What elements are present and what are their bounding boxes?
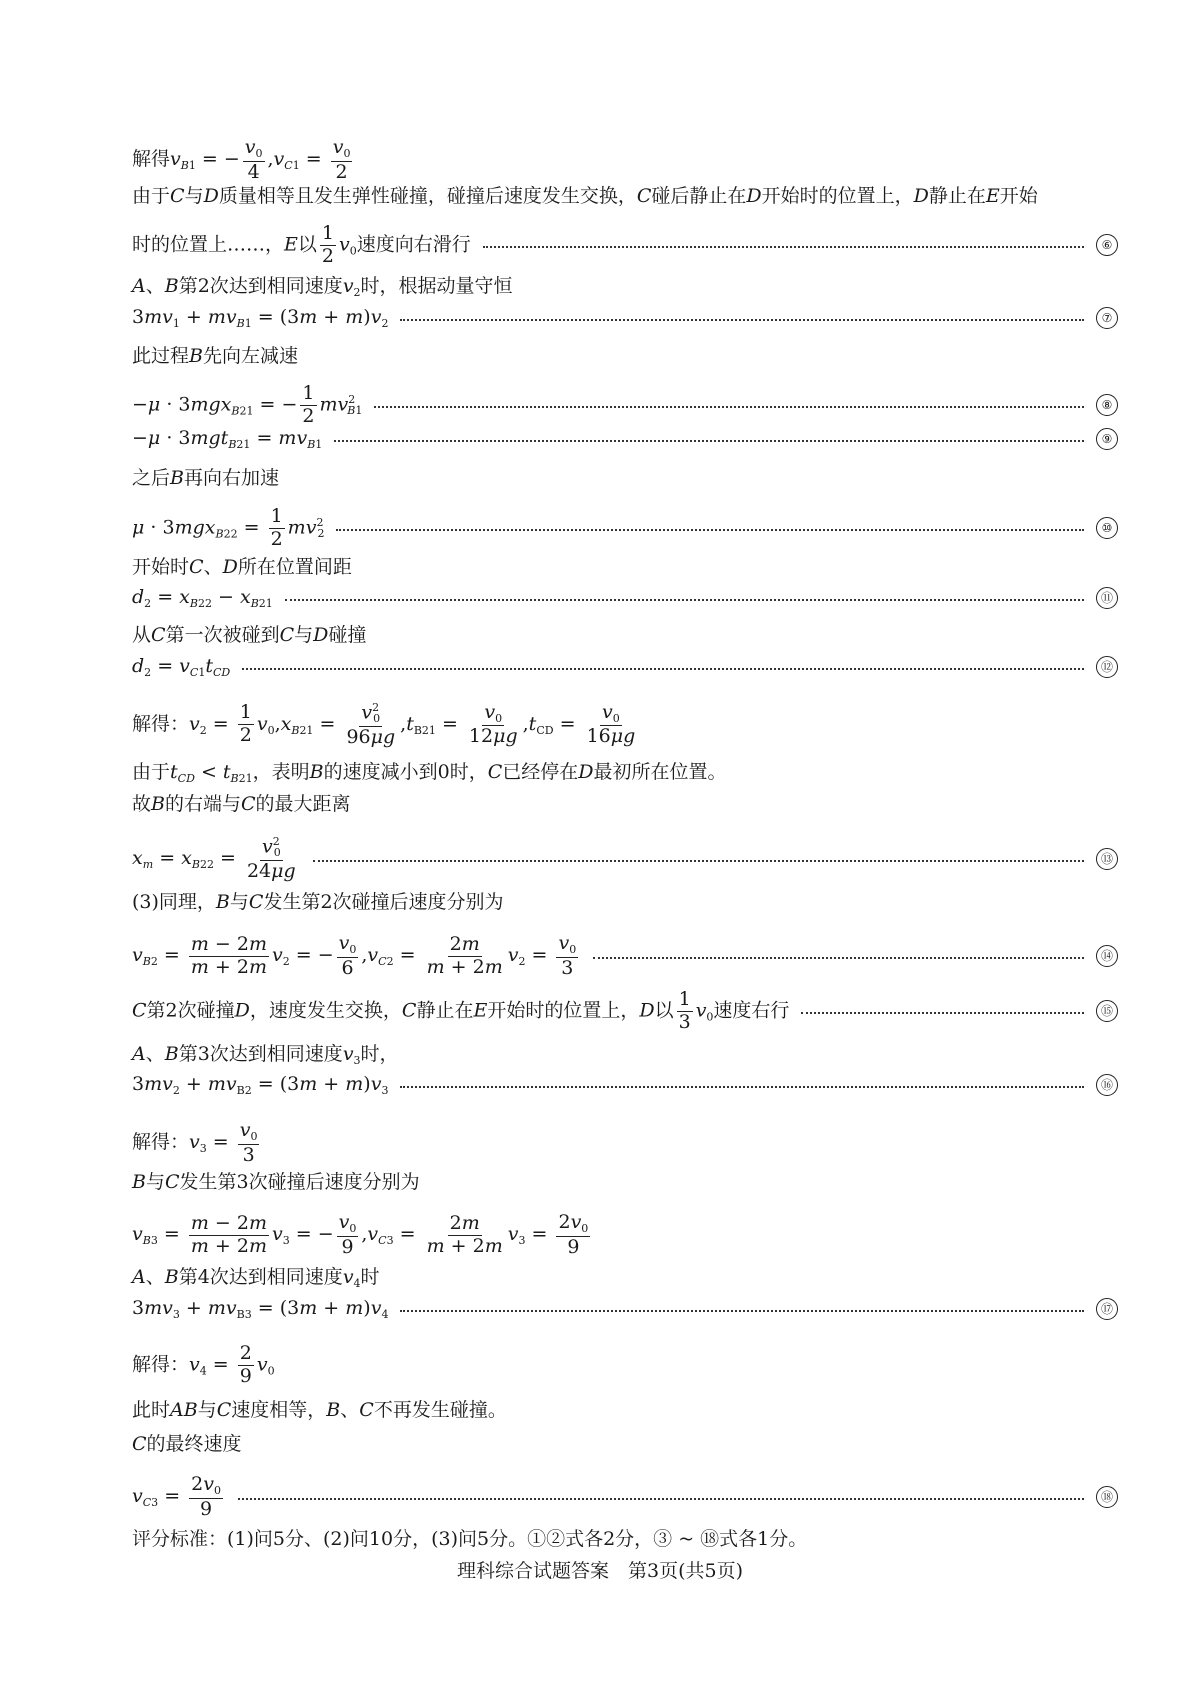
line-content: 时的位置上……，E以 $\frac{1}{2}$ $v_0$速度向右滑行 bbox=[132, 222, 471, 267]
equation-line bbox=[132, 934, 1118, 978]
line-content: $d_2 = v_{C1}t_{CD}$ bbox=[132, 655, 231, 679]
line-content: 从C第一次被碰到C与D碰撞 bbox=[132, 624, 367, 646]
line-content: $3mv_3 + mv_{B3} = (3m + m)v_4$ bbox=[132, 1297, 389, 1321]
equation-number: ⑩ bbox=[1096, 517, 1118, 539]
text-line bbox=[132, 702, 1118, 748]
equation-line bbox=[132, 1297, 1118, 1321]
text-line bbox=[132, 1039, 1118, 1067]
equation-line bbox=[132, 1475, 1118, 1519]
equation-number: ⑬ bbox=[1096, 848, 1118, 870]
line-content: 解得：$v_3$ = $\frac{v_0}{3}$ bbox=[132, 1119, 258, 1166]
dot-leader bbox=[593, 957, 1084, 959]
equation-number: ⑦ bbox=[1096, 307, 1118, 329]
equation-line bbox=[132, 384, 1118, 427]
text-line bbox=[132, 1167, 1118, 1194]
line-content: A、B第2次达到相同速度$v_2$时，根据动量守恒 bbox=[132, 275, 513, 299]
dot-leader bbox=[400, 1086, 1084, 1088]
equation-number: ⑪ bbox=[1096, 587, 1118, 609]
line-content: $v_{B2}$ = $\frac{m - 2m}{m + 2m}$ $v_2$ = − $\frac{v_0}{6}$ $,v_{C2}$ = $\frac{2m}{m + 2m}$ $v_2$ = $\frac{v_0}{3}$ bbox=[132, 932, 577, 979]
text-line bbox=[132, 138, 1118, 182]
text-line bbox=[132, 757, 1118, 785]
line-content: 此过程B先向左减速 bbox=[132, 345, 298, 367]
equation-line bbox=[132, 1073, 1118, 1097]
text-line bbox=[132, 1524, 1118, 1551]
text-line bbox=[132, 620, 1118, 647]
line-content: −μ · 3mgx$_{B21}$ = − $\frac{1}{2}$ $mv^2_{B1}$ bbox=[132, 382, 363, 427]
text-line bbox=[132, 1344, 1118, 1387]
equation-line bbox=[132, 990, 1118, 1033]
equation-line bbox=[132, 224, 1118, 267]
dot-leader bbox=[400, 319, 1084, 321]
equation-line bbox=[132, 427, 1118, 451]
dot-leader bbox=[313, 860, 1084, 862]
line-content: 解得$v_{B1}$ = − $\frac{v_0}{4}$ $,v_{C1}$ = $\frac{v_0}{2}$ bbox=[132, 136, 351, 183]
equation-number: ⑭ bbox=[1096, 945, 1118, 967]
text-line bbox=[132, 181, 1118, 208]
equation-line bbox=[132, 507, 1118, 550]
dot-leader bbox=[238, 1498, 1084, 1500]
equation-line bbox=[132, 586, 1118, 610]
equation-line bbox=[132, 306, 1118, 330]
text-line bbox=[132, 552, 1118, 579]
line-content: 此时AB与C速度相等，B、C不再发生碰撞。 bbox=[132, 1399, 507, 1421]
line-content: 开始时C、D所在位置间距 bbox=[132, 556, 352, 578]
equation-number: ⑫ bbox=[1096, 656, 1118, 678]
line-content: 之后B再向右加速 bbox=[132, 467, 279, 489]
text-line bbox=[132, 1213, 1118, 1257]
equation-number: ⑧ bbox=[1096, 394, 1118, 416]
line-content: μ · 3mgx$_{B22}$ = $\frac{1}{2}$ $mv^2_2$ bbox=[132, 505, 325, 550]
text-line bbox=[132, 887, 1118, 914]
dot-leader bbox=[483, 246, 1084, 248]
line-content: 评分标准：(1)问5分、(2)问10分，(3)问5分。①②式各2分，③ ~ ⑱式各1分。 bbox=[132, 1528, 808, 1550]
equation-number: ⑥ bbox=[1096, 234, 1118, 256]
text-line bbox=[132, 1395, 1118, 1422]
line-content: $-\mu \cdot 3mgt_{B21} = mv_{B1}$ bbox=[132, 427, 323, 451]
line-content: C的最终速度 bbox=[132, 1433, 242, 1455]
equation-line bbox=[132, 655, 1118, 679]
text-line bbox=[132, 1262, 1118, 1290]
text-line bbox=[132, 789, 1118, 816]
line-content: 由于C与D质量相等且发生弹性碰撞，碰撞后速度发生交换，C碰后静止在D开始时的位置上，D静止在E开始 bbox=[132, 185, 1038, 207]
line-content: $v_{C3}$ = $\frac{2v_0}{9}$ bbox=[132, 1473, 221, 1520]
line-content: $x_m = x_{B22}$ = $\frac{v^2_0}{24\mu g}$ bbox=[132, 835, 296, 882]
text-line bbox=[132, 341, 1118, 368]
equation-number: ⑨ bbox=[1096, 428, 1118, 450]
dot-leader bbox=[374, 406, 1084, 408]
line-content: B与C发生第3次碰撞后速度分别为 bbox=[132, 1171, 420, 1193]
dot-leader bbox=[285, 599, 1084, 601]
line-content: $v_{B3}$ = $\frac{m - 2m}{m + 2m}$ $v_3$ = − $\frac{v_0}{9}$ $,v_{C3}$ = $\frac{2m}{m + 2m}$ $v_3$ = $\frac{2v_0}{9}$ bbox=[132, 1211, 589, 1258]
line-content: 解得：$v_2$ = $\frac{1}{2}$ $v_0,x_{B21}$ = $\frac{v^2_0}{96\mu g}$ $,t_{B21}$ = $\frac{v_0}{12\mu g}$ $,t_{CD}$ = $\frac{v_0}{16\mu g}$ bbox=[132, 700, 636, 748]
line-content: A、B第4次达到相同速度$v_4$时 bbox=[132, 1266, 380, 1290]
text-line bbox=[132, 1429, 1118, 1456]
equation-line bbox=[132, 836, 1118, 882]
equation-number: ⑱ bbox=[1096, 1486, 1118, 1508]
line-content: C第2次碰撞D，速度发生交换，C静止在E开始时的位置上，D以 $\frac{1}{3}$ $v_0$速度右行 bbox=[132, 988, 790, 1033]
dot-leader bbox=[801, 1012, 1084, 1014]
line-content: $3mv_1 + mv_{B1} = (3m + m)v_2$ bbox=[132, 306, 389, 330]
line-content: 由于$t_{CD} < t_{B21}$，表明B的速度减小到0时，C已经停在D最初所在位置。 bbox=[132, 761, 727, 785]
dot-leader bbox=[336, 529, 1084, 531]
page-footer: 理科综合试题答案 第3页(共5页) bbox=[456, 1560, 743, 1582]
line-content: A、B第3次达到相同速度$v_3$时， bbox=[132, 1043, 399, 1067]
dot-leader bbox=[400, 1310, 1084, 1312]
text-line bbox=[132, 1121, 1118, 1165]
text-line bbox=[132, 271, 1118, 299]
line-content: $d_2 = x_{B22} - x_{B21}$ bbox=[132, 586, 273, 610]
dot-leader bbox=[334, 440, 1084, 442]
line-content: $3mv_2 + mv_{B2} = (3m + m)v_3$ bbox=[132, 1073, 389, 1097]
text-line bbox=[132, 463, 1118, 490]
equation-number: ⑯ bbox=[1096, 1074, 1118, 1096]
line-content: (3)同理，B与C发生第2次碰撞后速度分别为 bbox=[132, 891, 504, 913]
dot-leader bbox=[242, 668, 1084, 670]
line-content: 故B的右端与C的最大距离 bbox=[132, 793, 351, 815]
equation-number: ⑰ bbox=[1096, 1298, 1118, 1320]
line-content: 解得：$v_4$ = $\frac{2}{9}$ $v_0$ bbox=[132, 1342, 275, 1387]
equation-number: ⑮ bbox=[1096, 1000, 1118, 1022]
